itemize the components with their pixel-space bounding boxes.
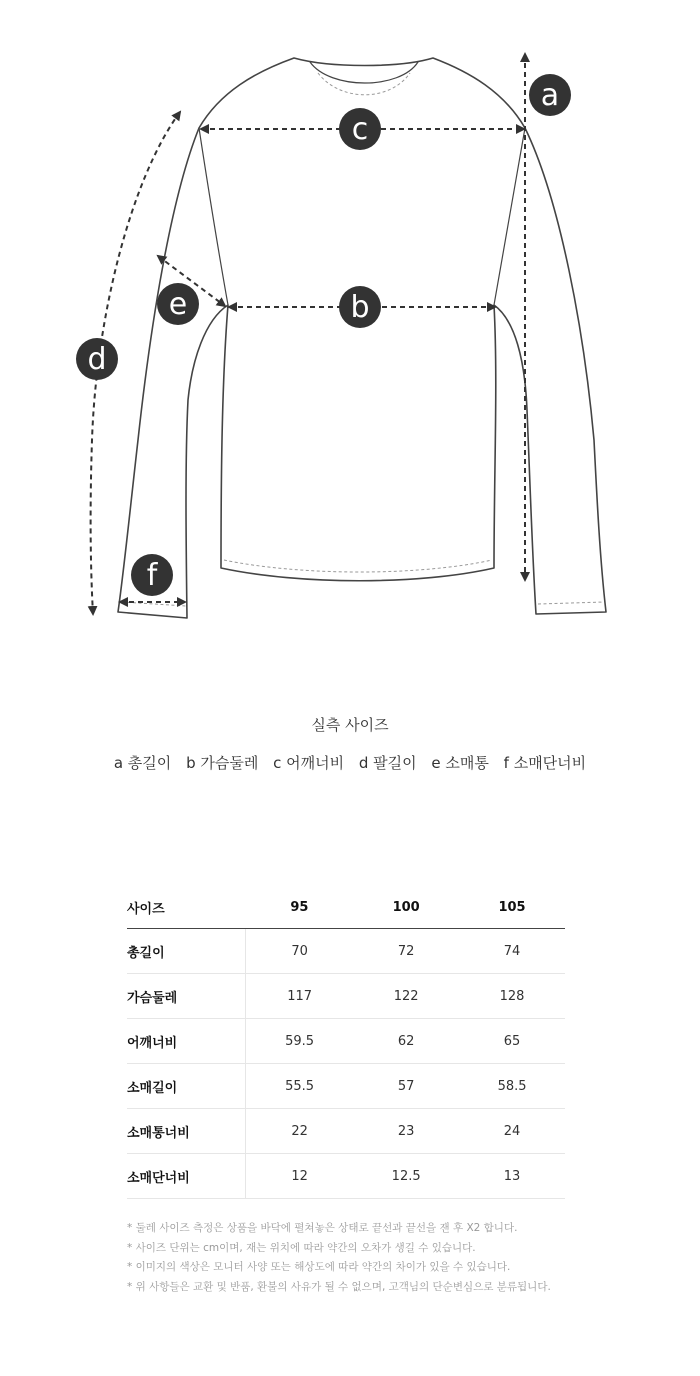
table-row bbox=[127, 1109, 565, 1154]
row-label: 어깨너비 bbox=[127, 1019, 246, 1064]
note-line: * 둘레 사이즈 측정은 상품을 바닥에 펼쳐놓은 상태로 끝선과 끝선을 잰 후 X2 합니다. bbox=[127, 1222, 518, 1234]
row-label: 총길이 bbox=[127, 929, 246, 974]
table-cell: 57 bbox=[353, 1064, 459, 1109]
note-line: * 이미지의 색상은 모니터 사양 또는 해상도에 따라 약간의 차이가 있을 수 있습니다. bbox=[127, 1261, 511, 1273]
table-row bbox=[127, 974, 565, 1019]
table-cell: 12.5 bbox=[353, 1154, 459, 1199]
svg-text:f: f bbox=[146, 558, 158, 593]
size-table bbox=[127, 886, 565, 1199]
note-line: * 위 사항들은 교환 및 반품, 환불의 사유가 될 수 없으며, 고객님의 단순변심으로 분류됩니다. bbox=[127, 1280, 551, 1293]
legend-item-d: d 팔길이 bbox=[358, 754, 417, 772]
legend-item-c: c 어깨너비 bbox=[273, 754, 345, 772]
measurement-arrows bbox=[91, 54, 525, 614]
table-cell: 55.5 bbox=[246, 1064, 354, 1109]
svg-text:e: e bbox=[168, 287, 188, 322]
header-size-label: 사이즈 bbox=[127, 886, 246, 929]
label-circle-f bbox=[131, 554, 173, 596]
svg-text:c: c bbox=[351, 112, 369, 147]
table-cell: 72 bbox=[353, 929, 459, 974]
table-row bbox=[127, 1019, 565, 1064]
legend-item-a: a 총길이 bbox=[113, 754, 172, 772]
note-line: * 사이즈 단위는 cm이며, 재는 위치에 따라 약간의 오차가 생길 수 있습니다. bbox=[127, 1241, 476, 1254]
table-cell: 23 bbox=[353, 1109, 459, 1154]
row-label: 소매단너비 bbox=[127, 1154, 246, 1199]
table-cell: 59.5 bbox=[246, 1019, 354, 1064]
table-row bbox=[127, 929, 565, 974]
row-label: 소매길이 bbox=[127, 1064, 246, 1109]
svg-text:a: a bbox=[540, 78, 560, 113]
legend-item-f: f 소매단너비 bbox=[503, 754, 587, 772]
row-label: 가슴둘레 bbox=[127, 974, 246, 1019]
header-size-100: 100 bbox=[353, 886, 459, 929]
table-cell: 24 bbox=[459, 1109, 565, 1154]
legend-item-b: b 가슴둘레 bbox=[186, 754, 259, 772]
table-cell: 22 bbox=[246, 1109, 354, 1154]
table-cell: 13 bbox=[459, 1154, 565, 1199]
legend-item-e: e 소매통 bbox=[431, 754, 489, 772]
table-cell: 117 bbox=[246, 974, 354, 1019]
label-circle-b bbox=[339, 286, 381, 328]
label-circle-c bbox=[339, 108, 381, 150]
table-cell: 70 bbox=[246, 929, 354, 974]
table-header-row bbox=[127, 886, 565, 929]
table-cell: 65 bbox=[459, 1019, 565, 1064]
header-size-95: 95 bbox=[246, 886, 354, 929]
table-cell: 12 bbox=[246, 1154, 354, 1199]
header-size-105: 105 bbox=[459, 886, 565, 929]
table-cell: 58.5 bbox=[459, 1064, 565, 1109]
table-cell: 128 bbox=[459, 974, 565, 1019]
svg-text:b: b bbox=[350, 290, 370, 325]
label-circle-d bbox=[76, 338, 118, 380]
label-circle-a bbox=[529, 74, 571, 116]
table-cell: 62 bbox=[353, 1019, 459, 1064]
table-row bbox=[127, 1064, 565, 1109]
measurement-legend bbox=[0, 752, 700, 773]
table-cell: 122 bbox=[353, 974, 459, 1019]
size-notes bbox=[127, 1219, 597, 1297]
table-cell: 74 bbox=[459, 929, 565, 974]
row-label: 소매통너비 bbox=[127, 1109, 246, 1154]
garment-measurement-diagram bbox=[0, 0, 700, 640]
svg-text:d: d bbox=[87, 342, 107, 377]
table-row bbox=[127, 1154, 565, 1199]
caption-title: 실측 사이즈 bbox=[311, 716, 389, 734]
label-circle-e bbox=[157, 283, 199, 325]
